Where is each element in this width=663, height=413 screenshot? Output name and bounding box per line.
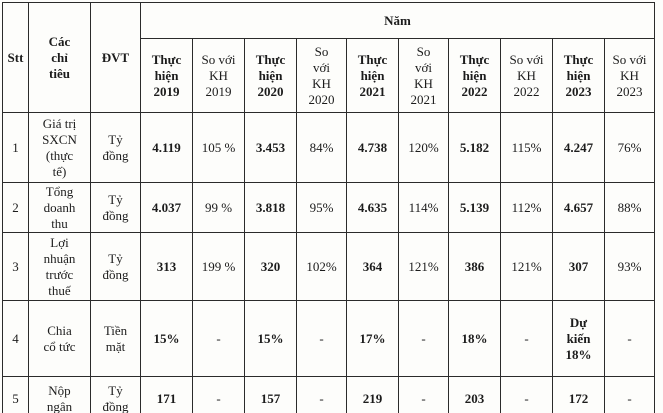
cell-actual-2020: 15% [245, 301, 297, 377]
cell-plan-2020: 95% [297, 183, 347, 233]
header-year-group: Năm [141, 3, 655, 39]
results-table [2, 2, 655, 413]
cell-actual-2023: 307 [553, 233, 605, 301]
cell-plan-2021: - [399, 301, 449, 377]
row-stt: 5 [3, 377, 29, 413]
row-unit: Tỷ đồng [91, 183, 141, 233]
cell-actual-2020: 3.818 [245, 183, 297, 233]
cell-plan-2020: 102% [297, 233, 347, 301]
cell-plan-2021: 121% [399, 233, 449, 301]
cell-actual-2023: 4.657 [553, 183, 605, 233]
header-actual-2022: Thực hiện 2022 [449, 39, 501, 113]
cell-plan-2022: - [501, 301, 553, 377]
row-indicator: Giá trị SXCN (thực tế) [29, 113, 91, 183]
cell-plan-2020: 84% [297, 113, 347, 183]
cell-actual-2019: 171 [141, 377, 193, 413]
cell-plan-2022: - [501, 377, 553, 413]
cell-actual-2023: Dự kiến 18% [553, 301, 605, 377]
cell-plan-2019: 199 % [193, 233, 245, 301]
cell-actual-2021: 17% [347, 301, 399, 377]
row-indicator: Nộp ngân [29, 377, 91, 413]
cell-actual-2020: 3.453 [245, 113, 297, 183]
cell-plan-2021: 114% [399, 183, 449, 233]
cell-plan-2021: - [399, 377, 449, 413]
cell-plan-2019: 99 % [193, 183, 245, 233]
row-stt: 4 [3, 301, 29, 377]
cell-actual-2022: 386 [449, 233, 501, 301]
cell-plan-2023: - [605, 301, 655, 377]
cell-actual-2022: 18% [449, 301, 501, 377]
row-indicator: Chia cổ tức [29, 301, 91, 377]
cell-actual-2019: 15% [141, 301, 193, 377]
table-row [3, 183, 655, 233]
header-plan-2022: So với KH 2022 [501, 39, 553, 113]
header-row-top [3, 3, 655, 39]
header-actual-2021: Thực hiện 2021 [347, 39, 399, 113]
table-row [3, 377, 655, 413]
cell-actual-2020: 157 [245, 377, 297, 413]
header-plan-2019: So với KH 2019 [193, 39, 245, 113]
cell-actual-2021: 364 [347, 233, 399, 301]
cell-plan-2023: 76% [605, 113, 655, 183]
table-row [3, 113, 655, 183]
header-actual-2023: Thực hiện 2023 [553, 39, 605, 113]
cell-actual-2020: 320 [245, 233, 297, 301]
header-actual-2020: Thực hiện 2020 [245, 39, 297, 113]
row-indicator: Tổng doanh thu [29, 183, 91, 233]
cell-plan-2019: 105 % [193, 113, 245, 183]
cell-actual-2022: 5.139 [449, 183, 501, 233]
cell-actual-2021: 219 [347, 377, 399, 413]
header-actual-2019: Thực hiện 2019 [141, 39, 193, 113]
cell-plan-2023: 88% [605, 183, 655, 233]
cell-actual-2021: 4.738 [347, 113, 399, 183]
cell-actual-2022: 203 [449, 377, 501, 413]
cell-actual-2023: 172 [553, 377, 605, 413]
cell-actual-2019: 313 [141, 233, 193, 301]
header-indicator: Các chỉ tiêu [29, 3, 91, 113]
row-unit: Tỷ đồng [91, 233, 141, 301]
cell-plan-2020: - [297, 377, 347, 413]
cell-plan-2023: 93% [605, 233, 655, 301]
cell-actual-2023: 4.247 [553, 113, 605, 183]
header-plan-2020: So với KH 2020 [297, 39, 347, 113]
row-unit: Tỷ đồng [91, 377, 141, 413]
header-stt: Stt [3, 3, 29, 113]
row-unit: Tỷ đồng [91, 113, 141, 183]
cell-actual-2019: 4.119 [141, 113, 193, 183]
table-row [3, 301, 655, 377]
row-stt: 2 [3, 183, 29, 233]
cell-actual-2021: 4.635 [347, 183, 399, 233]
cell-plan-2022: 115% [501, 113, 553, 183]
row-stt: 3 [3, 233, 29, 301]
cell-plan-2019: - [193, 377, 245, 413]
cell-actual-2019: 4.037 [141, 183, 193, 233]
header-plan-2023: So với KH 2023 [605, 39, 655, 113]
cell-plan-2022: 112% [501, 183, 553, 233]
cell-plan-2022: 121% [501, 233, 553, 301]
row-indicator: Lợi nhuận trước thuế [29, 233, 91, 301]
cell-actual-2022: 5.182 [449, 113, 501, 183]
header-plan-2021: So với KH 2021 [399, 39, 449, 113]
row-unit: Tiền mặt [91, 301, 141, 377]
cell-plan-2023: - [605, 377, 655, 413]
table-row [3, 233, 655, 301]
cell-plan-2019: - [193, 301, 245, 377]
cell-plan-2021: 120% [399, 113, 449, 183]
cell-plan-2020: - [297, 301, 347, 377]
header-unit: ĐVT [91, 3, 141, 113]
row-stt: 1 [3, 113, 29, 183]
